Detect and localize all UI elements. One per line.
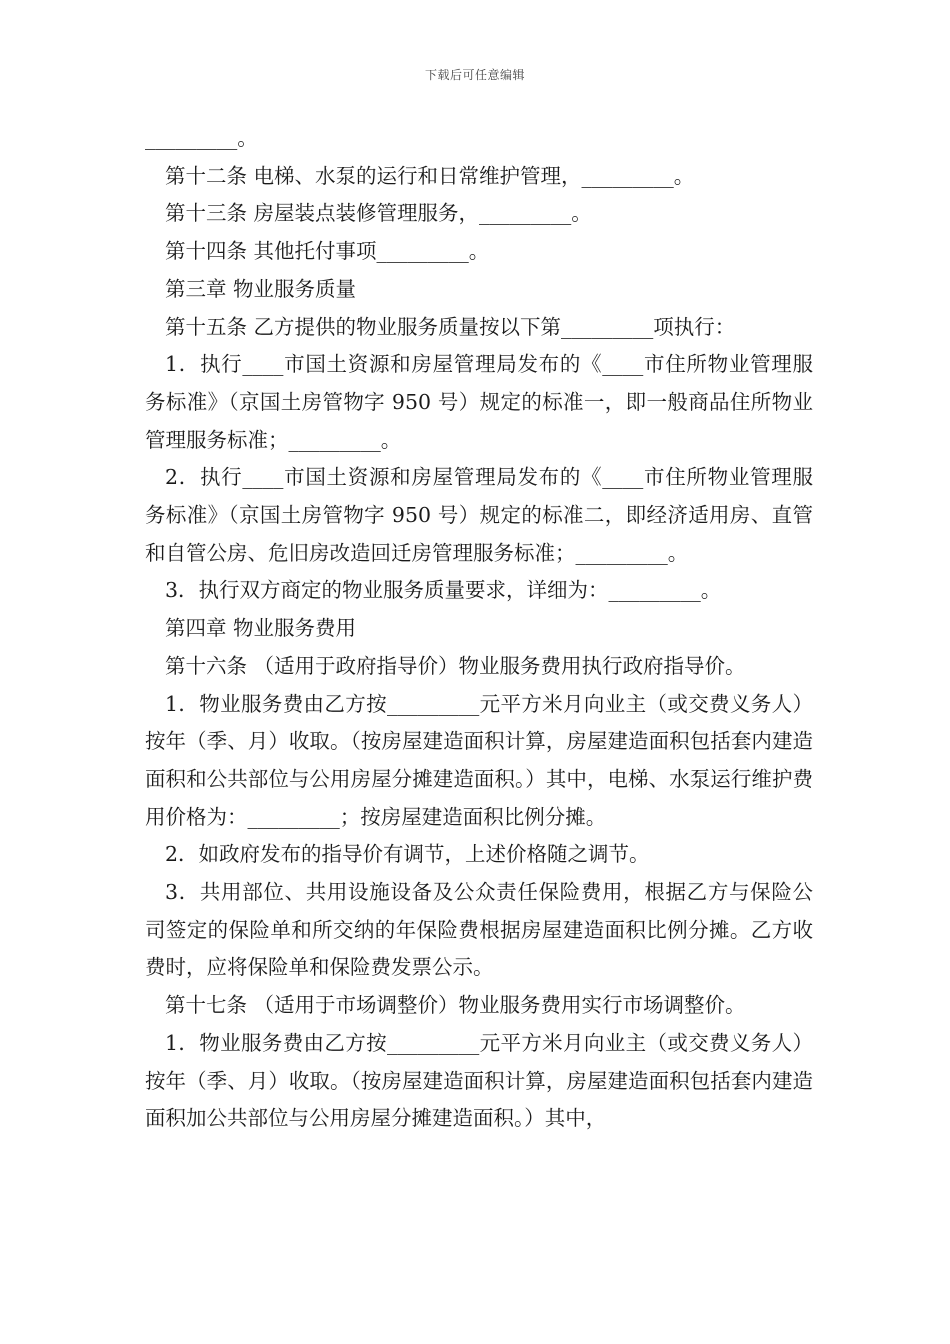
article-15-item-2: 2．执行____市国土资源和房屋管理局发布的《____市住所物业管理服务标准》（京国土房管物字 950 号）规定的标准二，即经济适用房、直管和自管公房、危旧房改造回迁房管理服务标准；_________。 — [145, 465, 813, 565]
article-17-item-1: 1．物业服务费由乙方按_________元平方米月向业主（或交费义务人）按年（季、月）收取。（按房屋建造面积计算，房屋建造面积包括套内建造面积加公共部位与公用房屋分摊建造面积。）其中， — [145, 1030, 813, 1131]
article-12: 第十二条 电梯、水泵的运行和日常维护管理，_________。 — [165, 163, 695, 188]
article-16-item-2: 2．如政府发布的指导价有调节，上述价格随之调节。 — [165, 842, 650, 867]
chapter-3-heading: 第三章 物业服务质量 — [165, 276, 357, 301]
page-header-note: 下载后可任意编辑 — [424, 68, 525, 82]
document-body — [145, 120, 813, 1138]
article-15-item-3: 3．执行双方商定的物业服务质量要求，详细为：_________。 — [165, 578, 722, 603]
article-16-item-3: 3．共用部位、共用设施设备及公众责任保险费用，根据乙方与保险公司签定的保险单和所交纳的年保险费根据房屋建造面积比例分摊。乙方收费时，应将保险单和保险费发票公示。 — [145, 880, 813, 980]
article-15-item-1: 1．执行____市国土资源和房屋管理局发布的《____市住所物业管理服务标准》（京国土房管物字 950 号）规定的标准一，即一般商品住所物业管理服务标准；_________。 — [145, 352, 813, 452]
chapter-4-heading: 第四章 物业服务费用 — [165, 616, 357, 641]
article-16-item-1: 1．物业服务费由乙方按_________元平方米月向业主（或交费义务人）按年（季、月）收取。（按房屋建造面积计算，房屋建造面积包括套内建造面积和公共部位与公用房屋分摊建造面积。）其中，电梯、水泵运行维护费用价格为：_________；按房屋建造面积比例分摊。 — [145, 691, 813, 829]
article-15: 第十五条 乙方提供的物业服务质量按以下第_________项执行： — [165, 314, 736, 339]
paragraph-continuation: _________。 — [145, 126, 258, 150]
article-17: 第十七条 （适用于市场调整价）物业服务费用实行市场调整价。 — [165, 993, 746, 1018]
article-16: 第十六条 （适用于政府指导价）物业服务费用执行政府指导价。 — [165, 653, 746, 678]
article-14: 第十四条 其他托付事项_________。 — [165, 239, 490, 264]
article-13: 第十三条 房屋装点装修管理服务，_________。 — [165, 201, 592, 226]
